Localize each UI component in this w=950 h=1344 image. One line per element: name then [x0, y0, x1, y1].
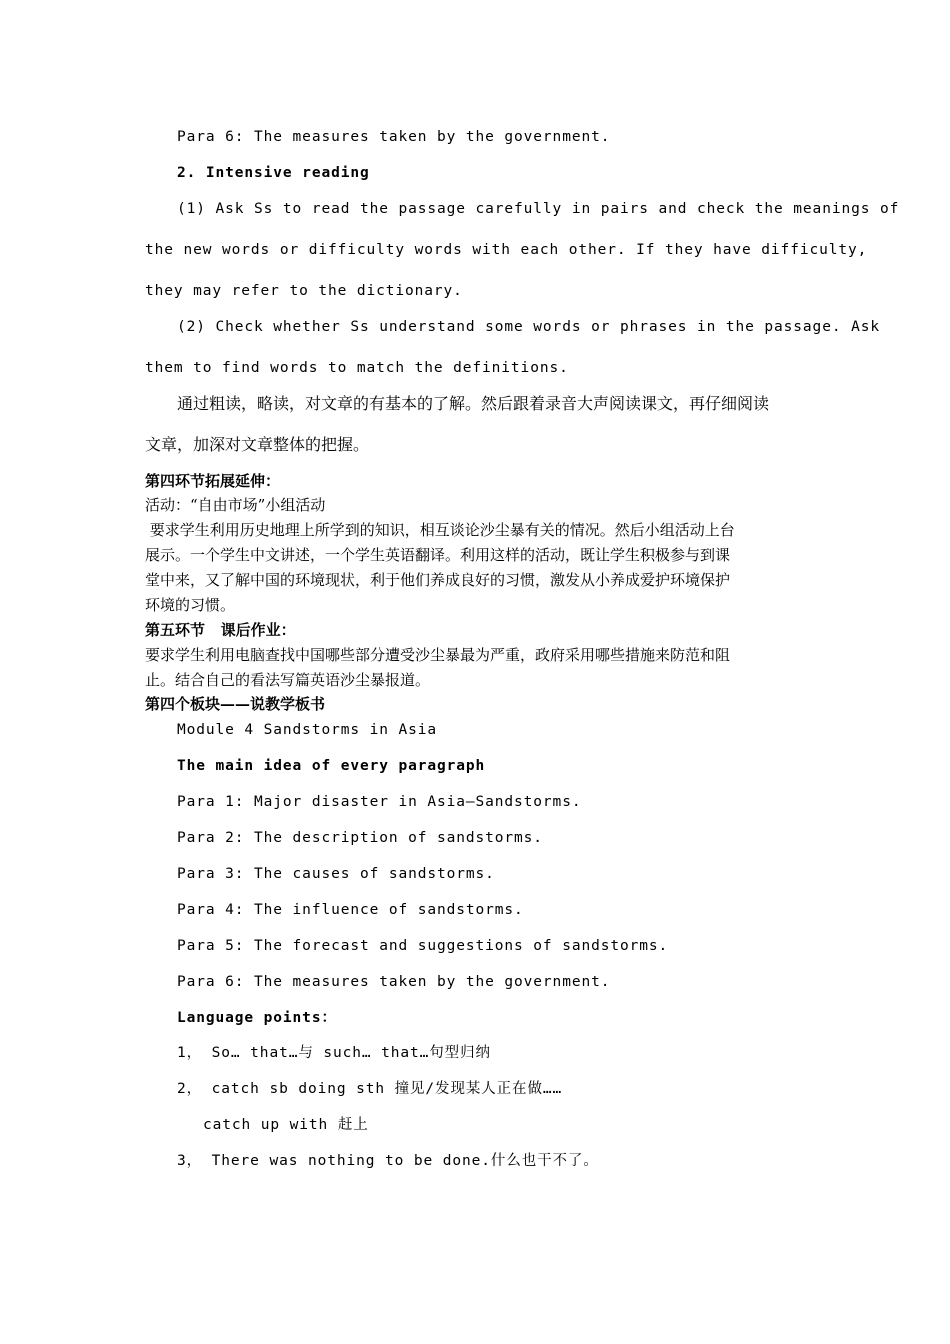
language-point-2: 2， catch sb doing sth 撞见/发现某人正在做……	[177, 1081, 563, 1097]
intensive-reading-heading: 2. Intensive reading	[177, 165, 370, 181]
para-5-line: Para 5: The forecast and suggestions of sandstorms.	[177, 938, 669, 954]
step-1-line-2: the new words or difficulty words with each other. If they have difficulty,	[145, 242, 868, 258]
homework-line-1: 要求学生利用电脑查找中国哪些部分遭受沙尘暴最为严重，政府采用哪些措施来防范和阻	[145, 646, 731, 664]
step-2-line-1: (2) Check whether Ss understand some words or phrases in the passage. Ask	[177, 319, 880, 335]
para-1-line: Para 1: Major disaster in Asia—Sandstorms.	[177, 794, 582, 810]
chinese-paragraph-line-2: 文章，加深对文章整体的把握。	[145, 435, 370, 454]
para-3-line: Para 3: The causes of sandstorms.	[177, 866, 495, 882]
language-point-1: 1， So… that…与 such… that…句型归纳	[177, 1045, 491, 1061]
para-2-line: Para 2: The description of sandstorms.	[177, 830, 543, 846]
language-points-heading: Language points：	[177, 1010, 337, 1026]
section-5-heading: 第五环节 课后作业：	[145, 621, 296, 639]
module-title: Module 4 Sandstorms in Asia	[177, 722, 438, 738]
main-idea-heading: The main idea of every paragraph	[177, 758, 486, 774]
step-1-line-1: (1) Ask Ss to read the passage carefully in pairs and check the meanings of	[177, 201, 900, 217]
activity-text-line-1: 要求学生利用历史地理上所学到的知识，相互谈论沙尘暴有关的情况。然后小组活动上台	[145, 521, 735, 539]
chinese-paragraph-line-1: 通过粗读，略读，对文章的有基本的了解。然后跟着录音大声阅读课文，再仔细阅读	[177, 394, 770, 413]
step-1-line-3: they may refer to the dictionary.	[145, 283, 463, 299]
activity-text-line-2: 展示。一个学生中文讲述，一个学生英语翻译。利用这样的活动，既让学生积极参与到课	[145, 546, 731, 564]
blackboard-heading: 第四个板块——说教学板书	[145, 695, 326, 713]
activity-text-line-4: 环境的习惯。	[145, 596, 236, 614]
language-point-2-sub: catch up with 赶上	[203, 1117, 369, 1133]
step-2-line-2: them to find words to match the definitions.	[145, 360, 569, 376]
language-point-3: 3， There was nothing to be done.什么也干不了。	[177, 1153, 599, 1169]
para-6-line: Para 6: The measures taken by the government.	[177, 129, 611, 145]
para-4-line: Para 4: The influence of sandstorms.	[177, 902, 524, 918]
homework-line-2: 止。结合自己的看法写篇英语沙尘暴报道。	[145, 671, 431, 689]
activity-text-line-3: 堂中来，又了解中国的环境现状，利于他们养成良好的习惯，激发从小养成爱护环境保护	[145, 571, 731, 589]
para-6-line-2: Para 6: The measures taken by the government.	[177, 974, 611, 990]
section-4-heading: 第四环节拓展延伸：	[145, 472, 281, 490]
activity-title: 活动：“自由市场”小组活动	[145, 496, 326, 514]
